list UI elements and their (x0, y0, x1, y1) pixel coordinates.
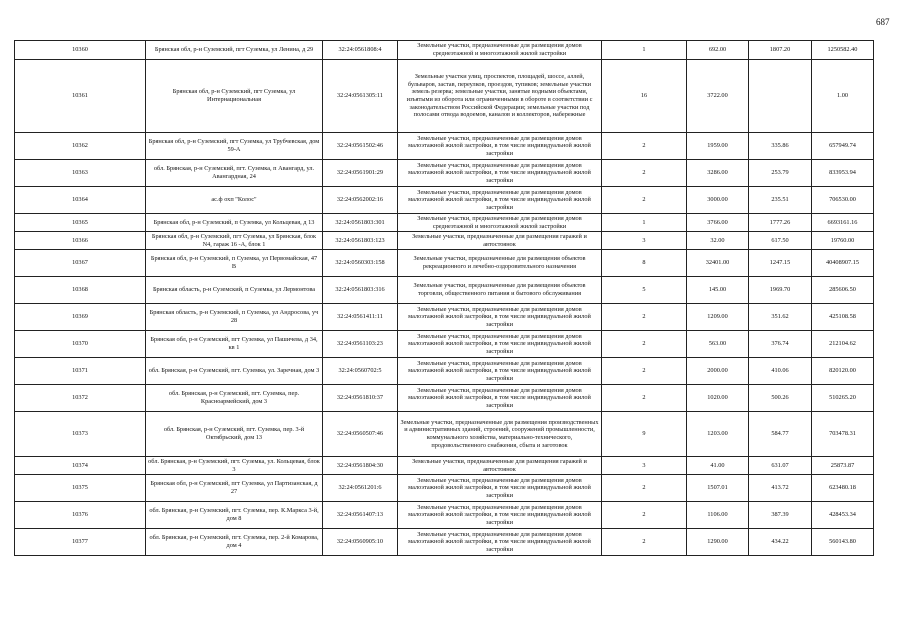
specific-value-cell: 584.77 (749, 412, 812, 457)
cadastral-number-cell: 32:24:0561502:46 (323, 133, 398, 160)
address-cell: Брянская обл, р-н Суземский, пгт Суземка, ул Пашичева, д 34, кв 1 (146, 331, 323, 358)
cadastral-number-cell: 32:24:0561810:37 (323, 385, 398, 412)
area-cell: 1507.01 (687, 475, 749, 502)
use-category-cell: 2 (602, 304, 687, 331)
row-number: 10369 (15, 304, 146, 331)
row-number: 10363 (15, 160, 146, 187)
specific-value-cell: 410.06 (749, 358, 812, 385)
area-cell: 145.00 (687, 277, 749, 304)
specific-value-cell: 253.79 (749, 160, 812, 187)
cadastral-number-cell: 32:24:0560702:5 (323, 358, 398, 385)
area-cell: 3286.00 (687, 160, 749, 187)
row-number: 10375 (15, 475, 146, 502)
address-cell: Брянская область, р-н Суземский, п Суземка, ул Лермонтова (146, 277, 323, 304)
row-number: 10360 (15, 41, 146, 60)
area-cell: 3766.00 (687, 214, 749, 232)
table-row (15, 502, 874, 529)
address-cell: Брянская обл, р-н Суземский, пгт Суземка, ул Партизанская, д 27 (146, 475, 323, 502)
table-row (15, 412, 874, 457)
cadastral-number-cell: 32:24:0561803:301 (323, 214, 398, 232)
cadastral-number-cell: 32:24:0562002:16 (323, 187, 398, 214)
cadastral-value-cell: 212104.62 (812, 331, 874, 358)
area-cell: 692.00 (687, 41, 749, 60)
cadastral-value-cell: 706530.00 (812, 187, 874, 214)
cadastral-value-cell: 285606.50 (812, 277, 874, 304)
area-cell: 1209.00 (687, 304, 749, 331)
cadastral-number-cell: 32:24:0561407:13 (323, 502, 398, 529)
area-cell: 41.00 (687, 457, 749, 475)
cadastral-value-cell: 1.00 (812, 60, 874, 133)
row-number: 10365 (15, 214, 146, 232)
specific-value-cell: 631.07 (749, 457, 812, 475)
table-row (15, 160, 874, 187)
row-number: 10366 (15, 232, 146, 250)
table-row (15, 250, 874, 277)
area-cell: 32.00 (687, 232, 749, 250)
use-category-cell: 1 (602, 41, 687, 60)
use-category-cell: 2 (602, 358, 687, 385)
address-cell: Брянская обл, р-н Суземский, пгт Суземка, ул Брянская, блок N4, гараж 16 -А, блок 1 (146, 232, 323, 250)
specific-value-cell: 387.39 (749, 502, 812, 529)
cadastral-value-cell: 703478.31 (812, 412, 874, 457)
area-cell: 563.00 (687, 331, 749, 358)
area-cell: 1290.00 (687, 529, 749, 556)
cadastral-value-cell: 560143.80 (812, 529, 874, 556)
address-cell: Брянская обл, р-н Суземский, пгт Суземка, ул Ленина, д 29 (146, 41, 323, 60)
table-row (15, 385, 874, 412)
permitted-use-cell: Земельные участки, предназначенные для размещения домов малоэтажной жилой застройки, в том числе индивидуальной жилой застройки (398, 358, 602, 385)
cadastral-value-cell: 6693161.16 (812, 214, 874, 232)
area-cell: 1106.00 (687, 502, 749, 529)
specific-value-cell: 1969.70 (749, 277, 812, 304)
permitted-use-cell: Земельные участки улиц, проспектов, площадей, шоссе, аллей, бульваров, застав, переулков, проездов, тупиков; земельные участки земель резерва; земельные участки, занятые водными объектами, изъятыми из оборота или ограниченными в обороте в соответствии с законодательством Российской Федерации; земельные участки под полосами отвода водоемов, каналов и коллекторов, набережные (398, 60, 602, 133)
use-category-cell: 2 (602, 160, 687, 187)
permitted-use-cell: Земельные участки, предназначенные для размещения домов малоэтажной жилой застройки, в том числе индивидуальной жилой застройки (398, 187, 602, 214)
cadastral-value-cell: 19760.00 (812, 232, 874, 250)
permitted-use-cell: Земельные участки, предназначенные для размещения домов малоэтажной жилой застройки, в том числе индивидуальной жилой застройки (398, 133, 602, 160)
table-row (15, 277, 874, 304)
permitted-use-cell: Земельные участки, предназначенные для размещения домов малоэтажной жилой застройки, в том числе индивидуальной жилой застройки (398, 529, 602, 556)
table-row (15, 457, 874, 475)
address-cell: обл. Брянская, р-н Суземский, пгт. Суземка, пер. К.Маркса 3-й, дом 8 (146, 502, 323, 529)
row-number: 10376 (15, 502, 146, 529)
specific-value-cell: 376.74 (749, 331, 812, 358)
table-row (15, 475, 874, 502)
permitted-use-cell: Земельные участки, предназначенные для размещения домов малоэтажной жилой застройки, в том числе индивидуальной жилой застройки (398, 502, 602, 529)
table-row (15, 41, 874, 60)
row-number: 10368 (15, 277, 146, 304)
use-category-cell: 2 (602, 133, 687, 160)
table-row (15, 529, 874, 556)
table-row (15, 60, 874, 133)
cadastral-value-cell: 833953.94 (812, 160, 874, 187)
area-cell: 1020.00 (687, 385, 749, 412)
cadastral-number-cell: 32:24:0560303:158 (323, 250, 398, 277)
permitted-use-cell: Земельные участки, предназначенные для размещения домов малоэтажной жилой застройки, в том числе индивидуальной жилой застройки (398, 385, 602, 412)
use-category-cell: 2 (602, 529, 687, 556)
registry-table (14, 40, 874, 556)
specific-value-cell: 1777.26 (749, 214, 812, 232)
permitted-use-cell: Земельные участки, предназначенные для размещения домов малоэтажной жилой застройки, в том числе индивидуальной жилой застройки (398, 304, 602, 331)
use-category-cell: 2 (602, 385, 687, 412)
use-category-cell: 2 (602, 475, 687, 502)
table-row (15, 214, 874, 232)
use-category-cell: 2 (602, 331, 687, 358)
table-row (15, 358, 874, 385)
cadastral-number-cell: 32:24:0561808:4 (323, 41, 398, 60)
address-cell: обл. Брянская, р-н Суземский, пгт. Суземка, пер. Красноармейский, дом 3 (146, 385, 323, 412)
table-row (15, 232, 874, 250)
specific-value-cell: 617.50 (749, 232, 812, 250)
permitted-use-cell: Земельные участки, предназначенные для размещения гаражей и автостоянок (398, 232, 602, 250)
permitted-use-cell: Земельные участки, предназначенные для размещения объектов рекреационного и лечебно-оздоровительного назначения (398, 250, 602, 277)
cadastral-value-cell: 657949.74 (812, 133, 874, 160)
specific-value-cell: 351.62 (749, 304, 812, 331)
cadastral-value-cell: 820120.00 (812, 358, 874, 385)
permitted-use-cell: Земельные участки, предназначенные для размещения домов среднеэтажной и многоэтажной жилой застройки (398, 214, 602, 232)
area-cell: 3722.00 (687, 60, 749, 133)
row-number: 10374 (15, 457, 146, 475)
use-category-cell: 8 (602, 250, 687, 277)
specific-value-cell (749, 60, 812, 133)
table-body (15, 41, 874, 556)
specific-value-cell: 1247.15 (749, 250, 812, 277)
table-row (15, 331, 874, 358)
page-number: 687 (876, 17, 890, 27)
address-cell: Брянская обл, р-н Суземский, пгт Суземка, ул Интернациональная (146, 60, 323, 133)
use-category-cell: 1 (602, 214, 687, 232)
specific-value-cell: 335.86 (749, 133, 812, 160)
row-number: 10362 (15, 133, 146, 160)
cadastral-number-cell: 32:24:0561411:11 (323, 304, 398, 331)
cadastral-value-cell: 510265.20 (812, 385, 874, 412)
cadastral-number-cell: 32:24:0561804:30 (323, 457, 398, 475)
cadastral-number-cell: 32:24:0561901:29 (323, 160, 398, 187)
area-cell: 2000.00 (687, 358, 749, 385)
area-cell: 1959.00 (687, 133, 749, 160)
address-cell: ас.ф охп "Колос" (146, 187, 323, 214)
cadastral-number-cell: 32:24:0561803:316 (323, 277, 398, 304)
specific-value-cell: 434.22 (749, 529, 812, 556)
row-number: 10371 (15, 358, 146, 385)
cadastral-number-cell: 32:24:0561201:6 (323, 475, 398, 502)
address-cell: Брянская обл, р-н Суземский, п Суземка, ул Первомайская, 47 В (146, 250, 323, 277)
cadastral-number-cell: 32:24:0561305:11 (323, 60, 398, 133)
address-cell: обл. Брянская, р-н Суземский, пгт. Суземка, пер. 2-й Комарова, дом 4 (146, 529, 323, 556)
row-number: 10372 (15, 385, 146, 412)
cadastral-value-cell: 25873.87 (812, 457, 874, 475)
cadastral-value-cell: 425108.58 (812, 304, 874, 331)
specific-value-cell: 500.26 (749, 385, 812, 412)
address-cell: Брянская обл, р-н Суземский, пгт Суземка, ул Трубчевская, дом 59-А (146, 133, 323, 160)
address-cell: обл. Брянская, р-н Суземский, пгт. Суземка, п Авангард, ул. Авангардная, 24 (146, 160, 323, 187)
cadastral-value-cell: 1250582.40 (812, 41, 874, 60)
table-row (15, 304, 874, 331)
address-cell: Брянская обл, р-н Суземский, п Суземка, ул Кольцевая, д 13 (146, 214, 323, 232)
cadastral-number-cell: 32:24:0560507:46 (323, 412, 398, 457)
cadastral-number-cell: 32:24:0561103:23 (323, 331, 398, 358)
area-cell: 32401.00 (687, 250, 749, 277)
row-number: 10377 (15, 529, 146, 556)
specific-value-cell: 235.51 (749, 187, 812, 214)
cadastral-value-cell: 428453.34 (812, 502, 874, 529)
row-number: 10373 (15, 412, 146, 457)
use-category-cell: 5 (602, 277, 687, 304)
row-number: 10361 (15, 60, 146, 133)
permitted-use-cell: Земельные участки, предназначенные для размещения домов малоэтажной жилой застройки, в том числе индивидуальной жилой застройки (398, 331, 602, 358)
cadastral-value-cell: 40408907.15 (812, 250, 874, 277)
permitted-use-cell: Земельные участки, предназначенные для размещения домов малоэтажной жилой застройки, в том числе индивидуальной жилой застройки (398, 160, 602, 187)
permitted-use-cell: Земельные участки, предназначенные для размещения домов среднеэтажной и многоэтажной жилой застройки (398, 41, 602, 60)
row-number: 10370 (15, 331, 146, 358)
area-cell: 1203.00 (687, 412, 749, 457)
table-row (15, 187, 874, 214)
row-number: 10367 (15, 250, 146, 277)
cadastral-number-cell: 32:24:0561803:123 (323, 232, 398, 250)
address-cell: Брянская область, р-н Суземский, п Суземка, ул Андросова, уч 28 (146, 304, 323, 331)
cadastral-number-cell: 32:24:0560905:10 (323, 529, 398, 556)
specific-value-cell: 413.72 (749, 475, 812, 502)
use-category-cell: 2 (602, 187, 687, 214)
cadastral-value-cell: 623480.18 (812, 475, 874, 502)
address-cell: обл. Брянская, р-н Суземский, пгт. Суземка, ул. Кольцевая, блок 3 (146, 457, 323, 475)
use-category-cell: 3 (602, 457, 687, 475)
permitted-use-cell: Земельные участки, предназначенные для размещения домов малоэтажной жилой застройки, в том числе индивидуальной жилой застройки (398, 475, 602, 502)
permitted-use-cell: Земельные участки, предназначенные для размещения производственных и административных зданий, строений, сооружений промышленности, коммунального хозяйства, материально-технического, продовольственного снабжения, сбыта и заготовок (398, 412, 602, 457)
permitted-use-cell: Земельные участки, предназначенные для размещения объектов торговли, общественного питания и бытового обслуживания (398, 277, 602, 304)
use-category-cell: 2 (602, 502, 687, 529)
table-row (15, 133, 874, 160)
permitted-use-cell: Земельные участки, предназначенные для размещения гаражей и автостоянок (398, 457, 602, 475)
area-cell: 3000.00 (687, 187, 749, 214)
use-category-cell: 3 (602, 232, 687, 250)
use-category-cell: 16 (602, 60, 687, 133)
row-number: 10364 (15, 187, 146, 214)
address-cell: обл. Брянская, р-н Суземский, пгт. Суземка, ул. Заречная, дом 3 (146, 358, 323, 385)
address-cell: обл. Брянская, р-н Суземский, пгт. Суземка, пер. 3-й Октябрьский, дом 13 (146, 412, 323, 457)
use-category-cell: 9 (602, 412, 687, 457)
specific-value-cell: 1807.20 (749, 41, 812, 60)
